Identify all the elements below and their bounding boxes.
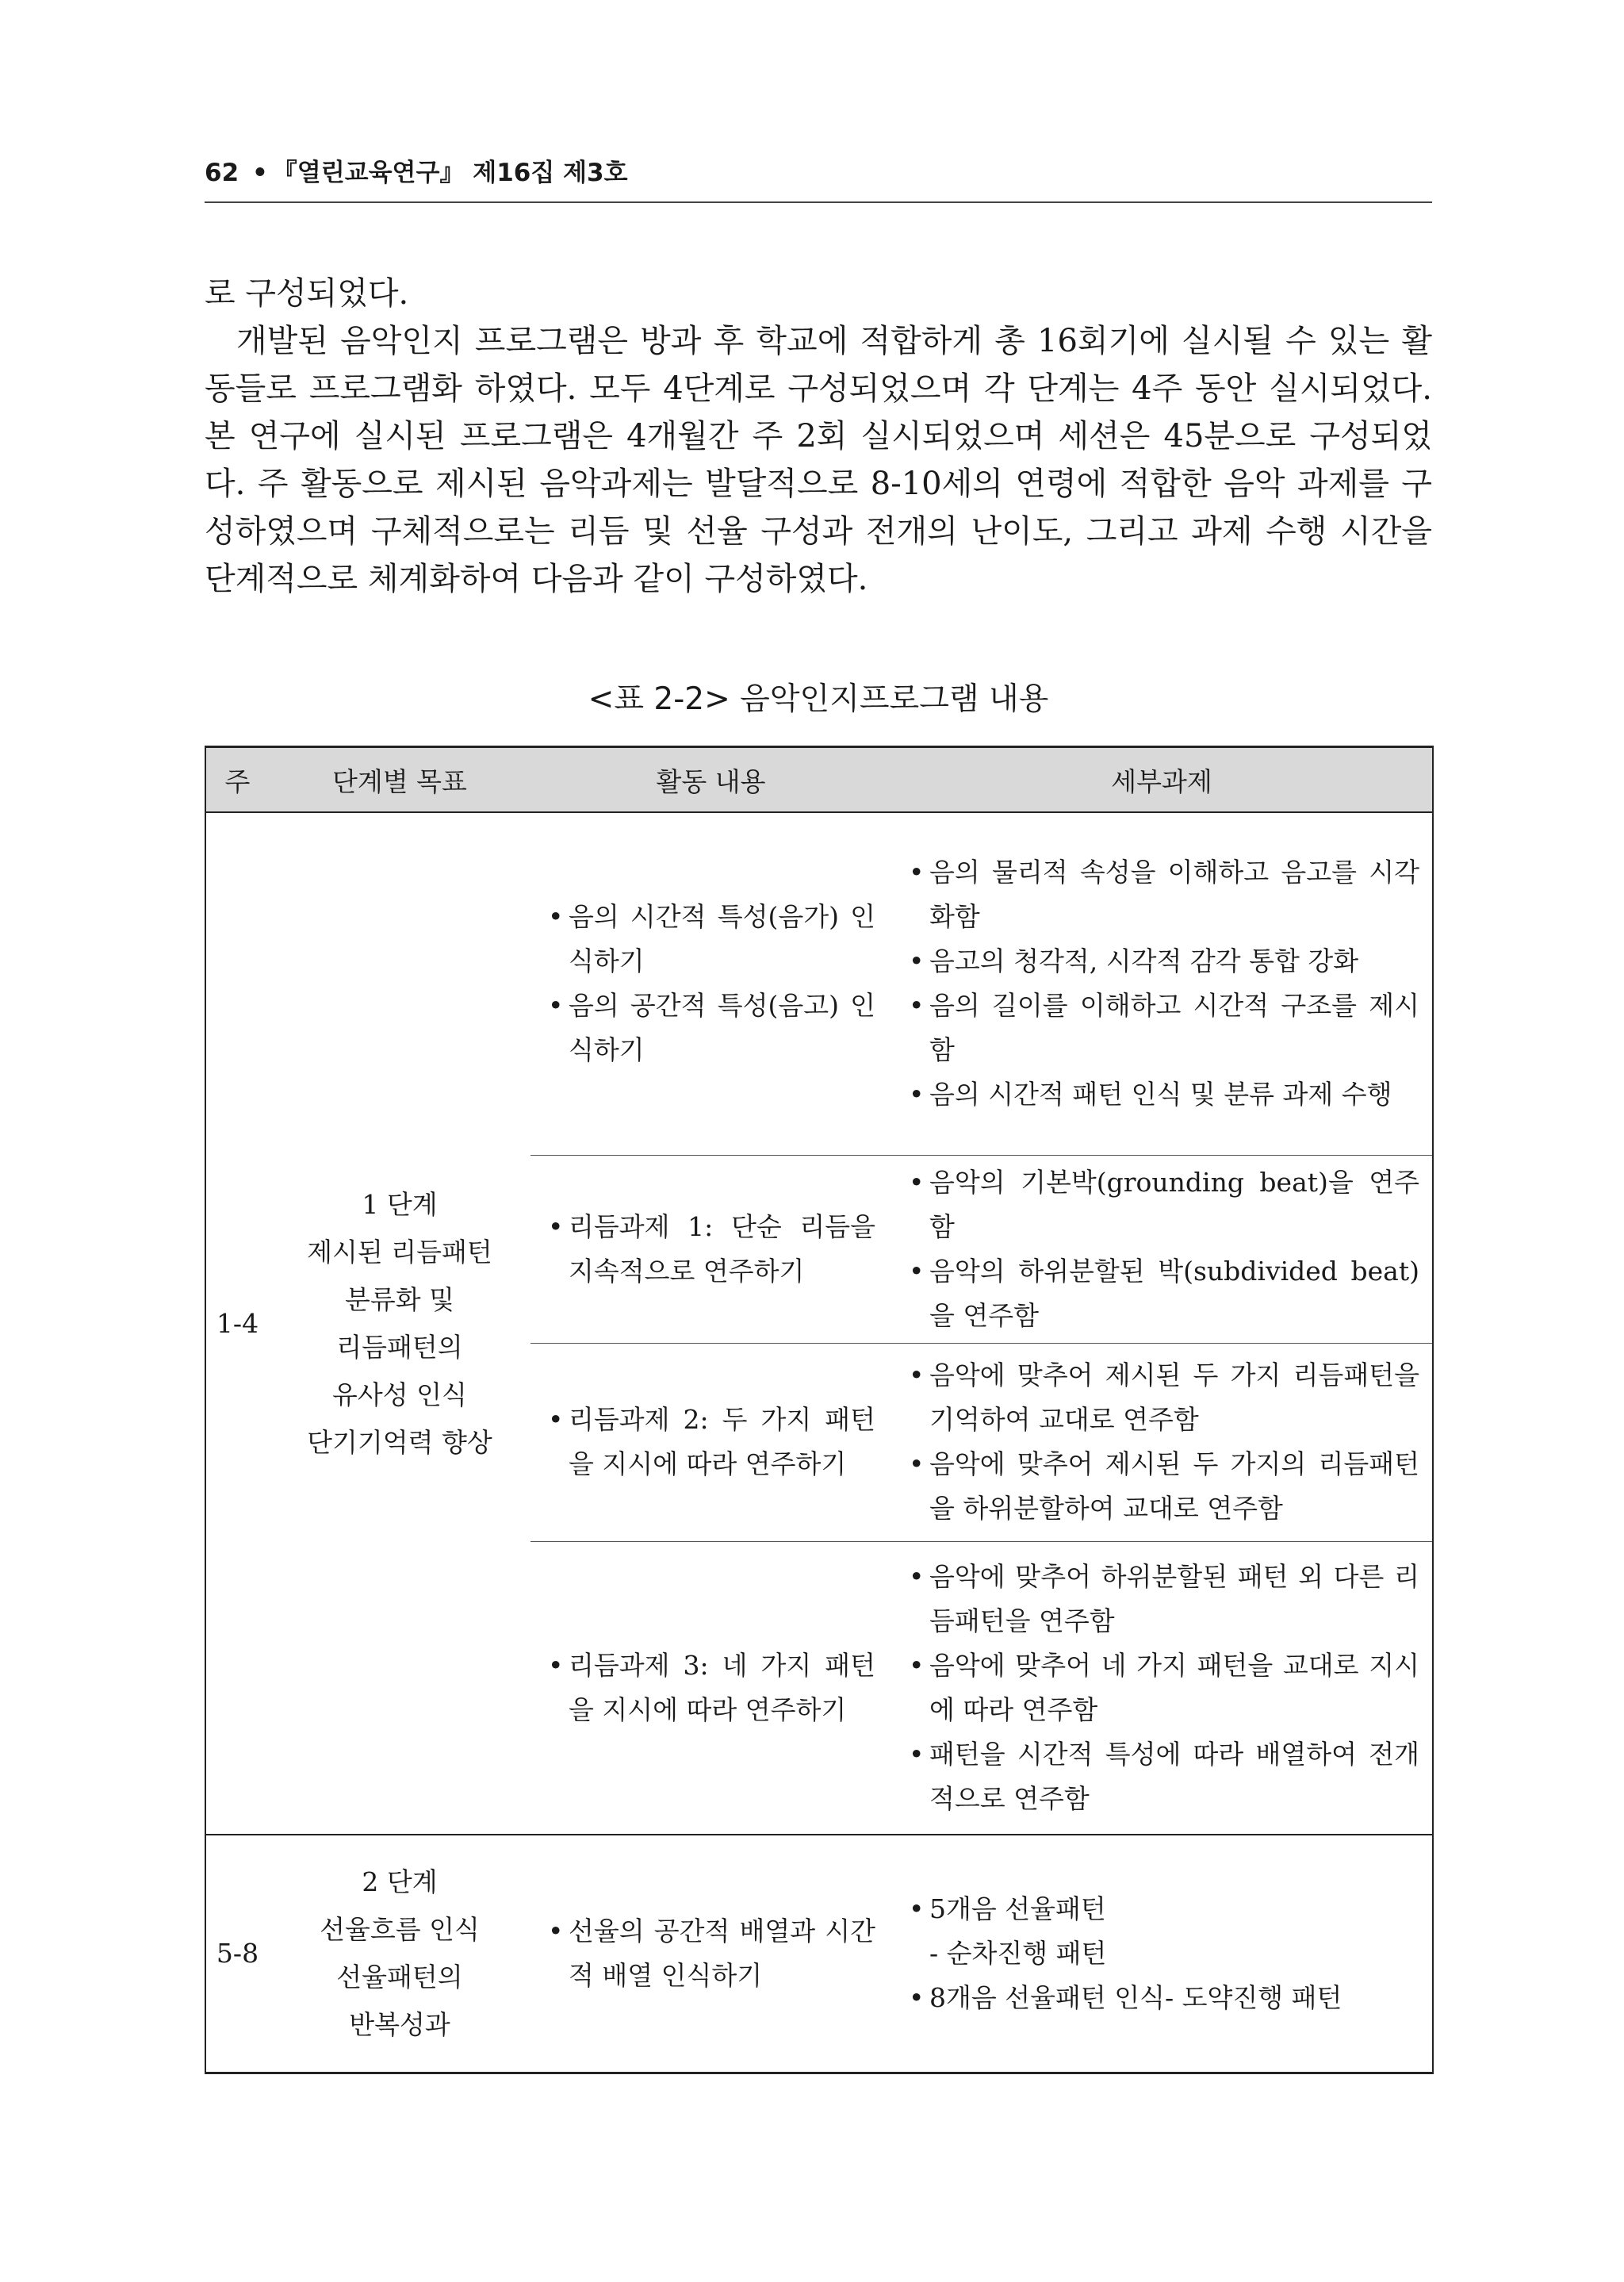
journal-volume: 제16집 — [473, 159, 555, 187]
table-row — [205, 812, 1433, 1155]
task-item: • 음고의 청각적, 시각적 감각 통합 강화 — [907, 939, 1419, 984]
activity-item: • 음의 시간적 특성(음가) 인식하기 — [546, 895, 875, 984]
program-table — [205, 746, 1434, 2074]
activity-item: • 리듬과제 3: 네 가지 패턴을 지시에 따라 연주하기 — [546, 1643, 875, 1732]
running-header — [205, 152, 1430, 188]
activity-cell — [530, 812, 891, 1155]
goal-cell — [269, 812, 530, 1835]
week-cell: 1-4 — [216, 1307, 259, 1339]
header-rule — [205, 201, 1432, 203]
activity-cell — [530, 1541, 891, 1835]
task-cell — [891, 1541, 1433, 1835]
header-week: 주 — [205, 747, 269, 813]
goal-cell — [269, 1835, 530, 2073]
task-item: • 음악에 맞추어 제시된 두 가지의 리듬패턴을 하위분할하여 교대로 연주함 — [907, 1442, 1419, 1531]
goal-line: 리듬패턴의 — [336, 1331, 463, 1363]
activity-item: • 음의 공간적 특성(음고) 인식하기 — [546, 984, 875, 1072]
activity-item: • 리듬과제 1: 단순 리듬을 지속적으로 연주하기 — [546, 1205, 875, 1294]
journal-title: 『열린교육연구』 — [272, 159, 465, 187]
goal-line: 분류화 및 — [344, 1283, 454, 1315]
task-item: • 음악의 하위분할된 박(subdivided beat)을 연주함 — [907, 1249, 1419, 1338]
table-container — [205, 746, 1432, 2074]
goal-line: 선율흐름 인식 — [320, 1913, 480, 1945]
body-text — [205, 270, 1432, 603]
goal-line: 유사성 인식 — [332, 1379, 467, 1410]
header-goal: 단계별 목표 — [269, 747, 530, 813]
goal-line: 제시된 리듬패턴 — [307, 1236, 492, 1268]
activity-cell — [530, 1835, 891, 2073]
task-cell — [891, 812, 1433, 1155]
table-caption: <표 2-2> 음악인지프로그램 내용 — [588, 681, 1049, 717]
task-item: • 음악에 맞추어 제시된 두 가지 리듬패턴을 기억하여 교대로 연주함 — [907, 1353, 1419, 1442]
task-cell — [891, 1835, 1433, 2073]
table-header-row — [205, 747, 1433, 813]
task-item: • 음의 물리적 속성을 이해하고 음고를 시각화함 — [907, 850, 1419, 939]
goal-line: 1 단계 — [362, 1188, 438, 1220]
activity-item: • 리듬과제 2: 두 가지 패턴을 지시에 따라 연주하기 — [546, 1398, 875, 1486]
header-task: 세부과제 — [891, 747, 1433, 813]
task-cell — [891, 1155, 1433, 1343]
task-item: • 8개음 선율패턴 인식- 도약진행 패턴 — [907, 1976, 1419, 2020]
task-item: • 음의 시간적 패턴 인식 및 분류 과제 수행 — [907, 1072, 1419, 1117]
goal-line: 2 단계 — [362, 1866, 438, 1897]
task-item: • 음의 길이를 이해하고 시간적 구조를 제시함 — [907, 984, 1419, 1072]
header-activity: 활동 내용 — [530, 747, 891, 813]
activity-item: • 선율의 공간적 배열과 시간적 배열 인식하기 — [546, 1909, 875, 1998]
task-cell — [891, 1343, 1433, 1541]
header-bullet: • — [251, 159, 268, 187]
goal-line: 반복성과 — [349, 2008, 450, 2040]
task-item: • 5개음 선율패턴 — [907, 1887, 1419, 1931]
goal-line: 단기기억력 향상 — [307, 1426, 492, 1458]
activity-cell — [530, 1155, 891, 1343]
task-subitem: - 순차진행 패턴 — [929, 1937, 1107, 1969]
page-number: 62 — [205, 159, 239, 187]
paragraph: 개발된 음악인지 프로그램은 방과 후 학교에 적합하게 총 16회기에 실시될 수 있는 활동들로 프로그램화 하였다. 모두 4단계로 구성되었으며 각 단계는 4주 동안 실시되었다. 본 연구에 실시된 프로그램은 4개월간 주 2회 실시되었으며 세션은 45분으로 구성되었다. 주 활동으로 제시된 음악과제는 발달적으로 8-10세의 연령에 적합한 음악 과제를 구성하였으며 구체적으로는 리듬 및 선율 구성과 전개의 난이도, 그리고 과제 수행 시간을 단계적으로 체계화하여 다음과 같이 구성하였다. — [205, 323, 1432, 597]
task-item: • 음악의 기본박(grounding beat)을 연주함 — [907, 1160, 1419, 1249]
goal-line: 선율패턴의 — [336, 1961, 463, 1992]
activity-cell — [530, 1343, 891, 1541]
task-item: • 패턴을 시간적 특성에 따라 배열하여 전개적으로 연주함 — [907, 1732, 1419, 1821]
task-item: • 음악에 맞추어 네 가지 패턴을 교대로 지시에 따라 연주함 — [907, 1643, 1419, 1732]
week-cell: 5-8 — [205, 1835, 269, 2073]
table-row — [205, 1835, 1433, 2073]
journal-issue: 제3호 — [563, 159, 628, 187]
task-item: • 음악에 맞추어 하위분할된 패턴 외 다른 리듬패턴을 연주함 — [907, 1555, 1419, 1643]
paragraph: 로 구성되었다. — [205, 275, 409, 312]
